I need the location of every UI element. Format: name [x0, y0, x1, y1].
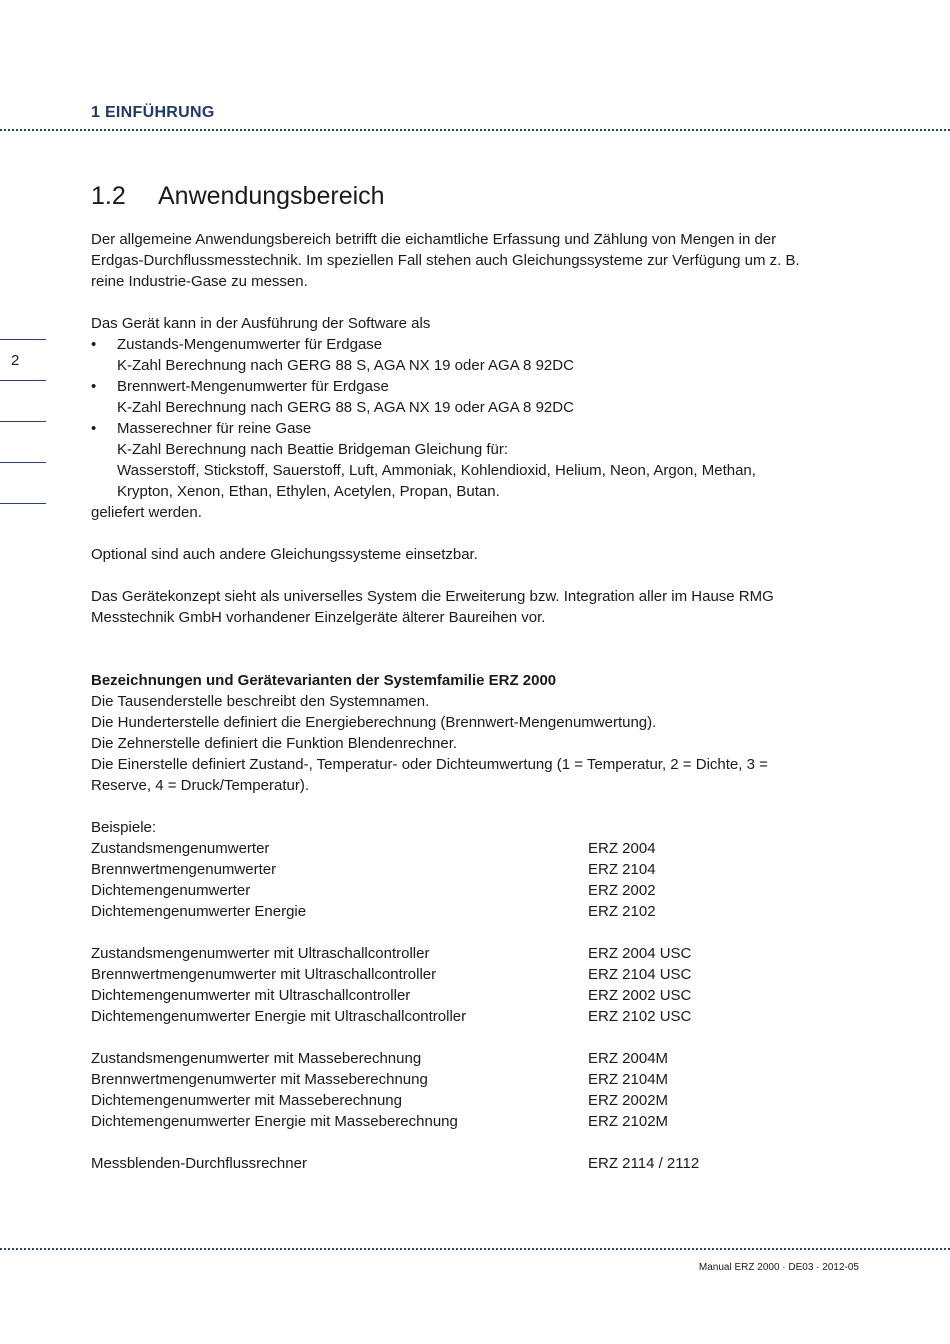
side-nav-tab	[0, 463, 46, 504]
list-item-line: Krypton, Xenon, Ethan, Ethylen, Acetylen, Propan, Butan.	[117, 483, 500, 500]
examples-label: Beispiele:	[91, 819, 157, 836]
example-name: Dichtemengenumwerter	[91, 882, 251, 899]
intro-line: Erdgas-Durchflussmesstechnik. Im speziellen Fall stehen auch Gleichungssysteme zur Verfügung um z. B.	[91, 252, 800, 269]
naming-line: Die Tausenderstelle beschreibt den Systemnamen.	[91, 693, 430, 710]
naming-line: Die Hunderterstelle definiert die Energieberechnung (Brennwert-Mengenumwertung).	[91, 714, 657, 731]
list-item	[91, 334, 851, 376]
example-model: ERZ 2102 USC	[588, 1008, 692, 1025]
example-name: Dichtemengenumwerter Energie mit Masseberechnung	[91, 1113, 458, 1130]
side-nav-tab	[0, 381, 46, 422]
example-row	[91, 985, 851, 1006]
example-row	[91, 859, 851, 880]
example-model: ERZ 2004	[588, 840, 656, 857]
header-divider	[0, 129, 950, 131]
example-row	[91, 1006, 851, 1027]
concept-line: Messtechnik GmbH vorhandener Einzelgeräte älterer Baureihen vor.	[91, 609, 546, 626]
concept-line: Das Gerätekonzept sieht als universelles System die Erweiterung bzw. Integration aller im Hause RMG	[91, 588, 774, 605]
section-number: 1.2	[91, 182, 126, 210]
example-model: ERZ 2104 USC	[588, 966, 692, 983]
list-item	[91, 418, 851, 502]
example-row	[91, 1111, 851, 1132]
list-item-title: • Zustands-Mengenumwerter für Erdgase	[117, 336, 383, 353]
naming-line: Die Einerstelle definiert Zustand-, Temperatur- oder Dichteumwertung (1 = Temperatur, 2 = Dichte, 3 =	[91, 756, 768, 773]
example-name: Brennwertmengenumwerter mit Masseberechnung	[91, 1071, 428, 1088]
example-row	[91, 943, 851, 964]
footer-divider	[0, 1248, 950, 1250]
example-name: Messblenden-Durchflussrechner	[91, 1155, 307, 1172]
side-nav-tab	[0, 422, 46, 463]
example-model: ERZ 2114 / 2112	[588, 1155, 700, 1172]
example-row	[91, 1153, 851, 1174]
side-nav	[0, 339, 46, 504]
example-name: Dichtemengenumwerter mit Masseberechnung	[91, 1092, 402, 1109]
naming-line: Reserve, 4 = Druck/Temperatur).	[91, 777, 309, 794]
optional-text: Optional sind auch andere Gleichungssysteme einsetzbar.	[91, 546, 478, 563]
list-item-line: K-Zahl Berechnung nach GERG 88 S, AGA NX 19 oder AGA 8 92DC	[117, 399, 574, 416]
example-name: Brennwertmengenumwerter mit Ultraschallcontroller	[91, 966, 437, 983]
chapter-header: 1 EINFÜHRUNG	[91, 104, 215, 121]
example-name: Zustandsmengenumwerter mit Ultraschallcontroller	[91, 945, 430, 962]
intro-line: Der allgemeine Anwendungsbereich betrifft die eichamtliche Erfassung und Zählung von Mengen in der	[91, 231, 777, 248]
example-name: Dichtemengenumwerter Energie mit Ultraschallcontroller	[91, 1008, 467, 1025]
example-name: Dichtemengenumwerter mit Ultraschallcontroller	[91, 987, 411, 1004]
list-item-title: • Brennwert-Mengenumwerter für Erdgase	[117, 378, 389, 395]
example-model: ERZ 2002M	[588, 1092, 669, 1109]
footer-text: Manual ERZ 2000 · DE03 · 2012-05	[698, 1262, 859, 1273]
example-model: ERZ 2002	[588, 882, 656, 899]
example-row	[91, 1069, 851, 1090]
list-item-line: K-Zahl Berechnung nach Beattie Bridgeman Gleichung für:	[117, 441, 509, 458]
example-model: ERZ 2004 USC	[588, 945, 692, 962]
example-model: ERZ 2104	[588, 861, 656, 878]
intro-line: reine Industrie-Gase zu messen.	[91, 273, 308, 290]
main-content	[91, 229, 851, 1174]
naming-line: Die Zehnerstelle definiert die Funktion Blendenrechner.	[91, 735, 458, 752]
device-intro: Das Gerät kann in der Ausführung der Software als	[91, 315, 431, 332]
example-row	[91, 901, 851, 922]
list-item-line: Wasserstoff, Stickstoff, Sauerstoff, Luft, Ammoniak, Kohlendioxid, Helium, Neon, Argon, Methan,	[117, 462, 756, 479]
example-row	[91, 964, 851, 985]
section-title	[91, 182, 385, 211]
example-model: ERZ 2004M	[588, 1050, 669, 1067]
example-row	[91, 1090, 851, 1111]
example-model: ERZ 2104M	[588, 1071, 669, 1088]
side-nav-tab-page	[0, 339, 46, 381]
example-model: ERZ 2002 USC	[588, 987, 692, 1004]
list-item-title: • Masserechner für reine Gase	[117, 420, 312, 437]
variant-list	[91, 334, 851, 502]
example-name: Zustandsmengenumwerter	[91, 840, 270, 857]
delivered-text: geliefert werden.	[91, 504, 202, 521]
page-number: 2	[11, 352, 20, 369]
example-name: Brennwertmengenumwerter	[91, 861, 277, 878]
naming-heading: Bezeichnungen und Gerätevarianten der Systemfamilie ERZ 2000	[91, 672, 557, 689]
example-model: ERZ 2102	[588, 903, 656, 920]
example-model: ERZ 2102M	[588, 1113, 669, 1130]
list-item-line: K-Zahl Berechnung nach GERG 88 S, AGA NX 19 oder AGA 8 92DC	[117, 357, 574, 374]
example-name: Dichtemengenumwerter Energie	[91, 903, 307, 920]
example-row	[91, 1048, 851, 1069]
example-row	[91, 838, 851, 859]
list-item	[91, 376, 851, 418]
section-title-text: Anwendungsbereich	[158, 182, 385, 210]
example-name: Zustandsmengenumwerter mit Masseberechnung	[91, 1050, 422, 1067]
example-row	[91, 880, 851, 901]
